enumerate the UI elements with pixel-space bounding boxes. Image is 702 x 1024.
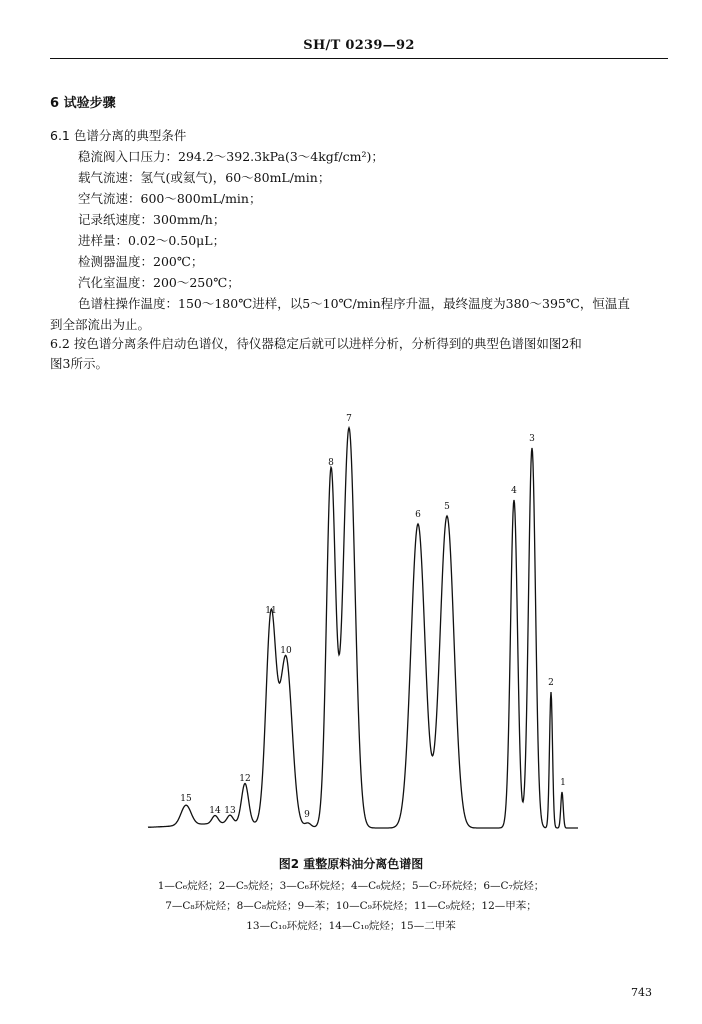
peak-label-9: 9 xyxy=(304,810,310,820)
figure-caption: 图2 重整原料油分离色谱图 xyxy=(278,857,424,871)
header-rule xyxy=(50,58,668,59)
peak-label-1: 1 xyxy=(560,778,566,788)
peak-label-13: 13 xyxy=(224,806,236,816)
peak-label-8: 8 xyxy=(328,458,334,468)
legend-line: 7—C₈环烷烃；8—C₈烷烃；9—苯；10—C₉环烷烃；11—C₉烷烃；12—甲苯； xyxy=(165,900,537,912)
peak-label-12: 12 xyxy=(239,774,251,784)
legend-line: 13—C₁₀环烷烃；14—C₁₀烷烃；15—二甲苯 xyxy=(246,920,456,932)
condition-line: 稳流阀入口压力：294.2～392.3kPa(3～4kgf/cm²)； xyxy=(78,149,384,164)
chromatogram-svg xyxy=(100,400,600,840)
condition-line: 进样量：0.02～0.50μL； xyxy=(78,233,226,248)
subsection-2-continuation: 图3所示。 xyxy=(50,356,108,371)
peak-label-15: 15 xyxy=(180,794,192,804)
peak-label-5: 5 xyxy=(444,502,450,512)
peak-label-11: 11 xyxy=(265,606,277,616)
peak-label-14: 14 xyxy=(209,806,221,816)
column-temp-continuation: 到全部流出为止。 xyxy=(50,317,151,332)
page-header: SH/T 0239—92 xyxy=(303,38,415,53)
peak-label-7: 7 xyxy=(346,414,352,424)
subsection-title: 6.1 色谱分离的典型条件 xyxy=(50,128,187,143)
peak-label-3: 3 xyxy=(529,434,535,444)
condition-line: 记录纸速度：300mm/h； xyxy=(78,212,226,227)
condition-line: 检测器温度：200℃； xyxy=(78,254,204,269)
chromatogram-figure xyxy=(100,400,600,840)
condition-line: 载气流速：氢气(或氦气)，60～80mL/min； xyxy=(78,170,331,185)
subsection-2-text: 6.2 按色谱分离条件启动色谱仪，待仪器稳定后就可以进样分析，分析得到的典型色谱图如图2和 xyxy=(50,336,582,351)
condition-line: 空气流速：600～800mL/min； xyxy=(78,191,262,206)
peak-label-2: 2 xyxy=(548,678,554,688)
peak-label-10: 10 xyxy=(280,646,292,656)
peak-label-4: 4 xyxy=(511,486,517,496)
page-number: 743 xyxy=(631,986,652,999)
condition-line: 汽化室温度：200～250℃； xyxy=(78,275,240,290)
section-title: 6 试验步骤 xyxy=(50,96,116,111)
column-temp-line: 色谱柱操作温度：150～180℃进样，以5～10℃/min程序升温，最终温度为380～395℃，恒温直 xyxy=(78,296,630,311)
legend-line: 1—C₆烷烃；2—C₅烷烃；3—C₆环烷烃；4—C₆烷烃；5—C₇环烷烃；6—C₇烷烃； xyxy=(157,880,545,892)
peak-label-6: 6 xyxy=(415,510,421,520)
